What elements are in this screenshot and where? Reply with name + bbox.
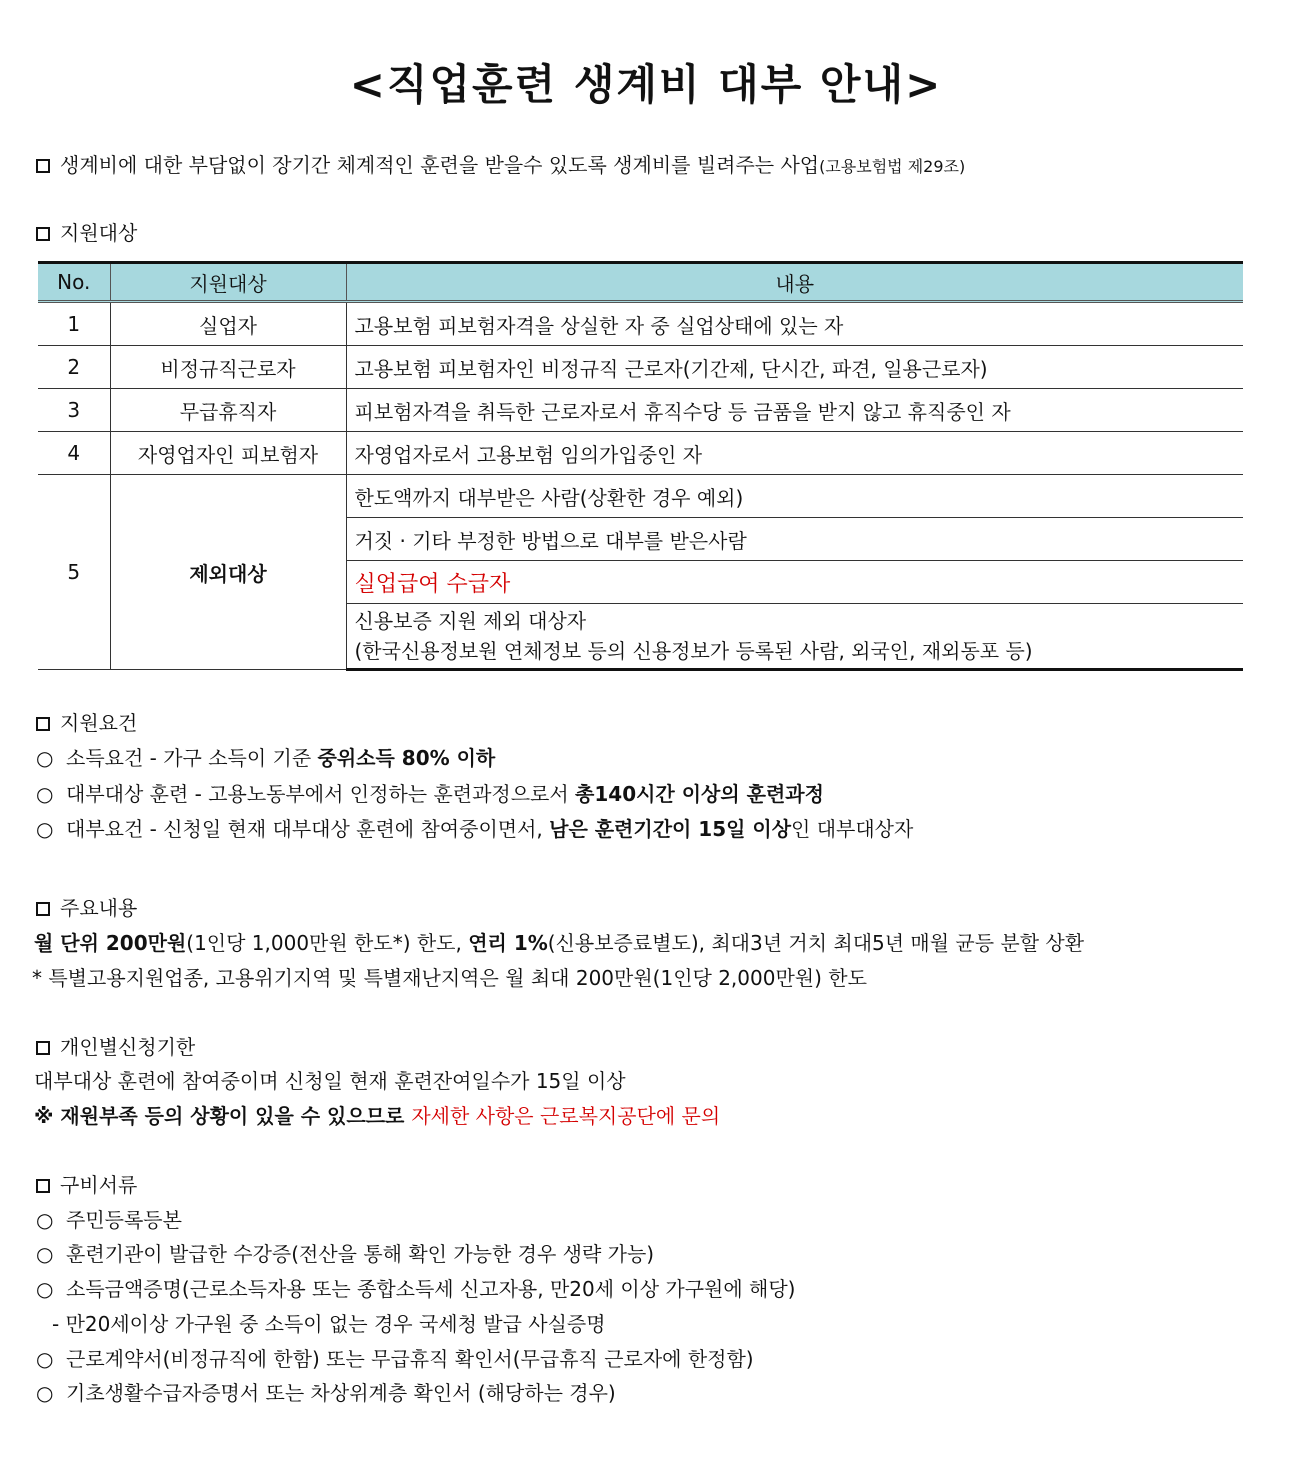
eligibility-table [38, 261, 1243, 671]
circle-bullet-icon: ○ [36, 1208, 54, 1232]
row-target: 자영업자인 피보험자 [110, 432, 346, 475]
row-target: 무급휴직자 [110, 389, 346, 432]
exclusion-item: 신용보증 지원 제외 대상자 [354, 609, 587, 633]
row-content: 고용보험 피보험자인 비정규직 근로자(기간제, 단시간, 파견, 일용근로자) [346, 346, 1243, 389]
row-content: 고용보험 피보험자격을 상실한 자 중 실업상태에 있는 자 [346, 302, 1243, 346]
document-text: 훈련기관이 발급한 수강증(전산을 통해 확인 가능한 경우 생략 가능) [66, 1242, 655, 1266]
checkbox-square-icon [36, 717, 50, 731]
exclusion-item: 거짓 · 기타 부정한 방법으로 대부를 받은사람 [346, 518, 1243, 561]
requirement-income [36, 743, 495, 773]
exclusion-item-multiline [346, 604, 1243, 670]
main-content-line1 [34, 928, 1084, 958]
row-no: 1 [38, 302, 110, 346]
requirements-heading [36, 708, 137, 738]
row-content: 자영업자로서 고용보험 임의가입중인 자 [346, 432, 1243, 475]
main-content-heading [36, 893, 137, 923]
checkbox-square-icon [36, 227, 50, 241]
documents-heading [36, 1170, 137, 1200]
document-item [36, 1274, 795, 1304]
requirement-text: 대부요건 - 신청일 현재 대부대상 훈련에 참여중이면서, [66, 817, 550, 841]
circle-bullet-icon: ○ [36, 1381, 54, 1405]
main-content-line2: * 특별고용지원업종, 고용위기지역 및 특별재난지역은 월 최대 200만원(1인당 2,000만원) 한도 [32, 966, 867, 990]
notice-bold-text: ※ 재원부족 등의 상황이 있을 수 있으므로 [34, 1104, 412, 1128]
deadline-line1: 대부대상 훈련에 참여중이며 신청일 현재 훈련잔여일수가 15일 이상 [34, 1069, 626, 1093]
row-target: 비정규직근로자 [110, 346, 346, 389]
interest-rate: 연리 1% [468, 931, 548, 955]
main-content-heading-text: 주요내용 [60, 896, 138, 920]
exclusion-item-red-text: 실업급여 수급자 [354, 571, 511, 597]
row-no: 3 [38, 389, 110, 432]
requirement-text-tail: 인 대부대상자 [791, 817, 914, 841]
header-target: 지원대상 [110, 263, 346, 302]
row-no: 4 [38, 432, 110, 475]
requirement-loan [36, 814, 913, 844]
header-content: 내용 [346, 263, 1243, 302]
intro-law: (고용보험법 제29조) [819, 157, 966, 176]
document-text: 주민등록등본 [66, 1208, 182, 1232]
row-no: 5 [38, 475, 110, 670]
circle-bullet-icon: ○ [36, 746, 54, 770]
circle-bullet-icon: ○ [36, 1242, 54, 1266]
row-no: 2 [38, 346, 110, 389]
loan-limit-text: (1인당 1,000만원 한도*) 한도, [186, 931, 469, 955]
requirements-heading-text: 지원요건 [60, 711, 138, 735]
eligibility-heading [36, 218, 137, 248]
notice-red-text: 자세한 사항은 근로복지공단에 문의 [411, 1104, 721, 1128]
document-subitem: - 만20세이상 가구원 중 소득이 없는 경우 국세청 발급 사실증명 [52, 1312, 606, 1336]
circle-bullet-icon: ○ [36, 1347, 54, 1371]
intro-text: 생계비에 대한 부담없이 장기간 체계적인 훈련을 받을수 있도록 생계비를 빌려주는 사업 [60, 153, 820, 177]
deadline-notice [34, 1101, 720, 1131]
exclusion-item-highlight [346, 561, 1243, 604]
loan-amount: 월 단위 200만원 [34, 931, 187, 955]
exclusion-item-detail: (한국신용정보원 연체정보 등의 신용정보가 등록된 사람, 외국인, 재외동포 등) [354, 639, 1033, 663]
table-row [38, 346, 1243, 389]
repayment-text: (신용보증료별도), 최대3년 거치 최대5년 매월 균등 분할 상환 [547, 931, 1085, 955]
checkbox-square-icon [36, 1179, 50, 1193]
table-row [38, 389, 1243, 432]
document-text: 기초생활수급자증명서 또는 차상위계층 확인서 (해당하는 경우) [66, 1381, 616, 1405]
intro-line [36, 150, 965, 182]
table-row [38, 432, 1243, 475]
table-row [38, 302, 1243, 346]
eligibility-heading-text: 지원대상 [60, 221, 138, 245]
requirement-text: 대부대상 훈련 - 고용노동부에서 인정하는 훈련과정으로서 [66, 782, 576, 806]
requirement-training [36, 779, 824, 809]
circle-bullet-icon: ○ [36, 1277, 54, 1301]
page-title: <직업훈련 생계비 대부 안내> [349, 60, 943, 109]
exclusion-item: 한도액까지 대부받은 사람(상환한 경우 예외) [346, 475, 1243, 518]
row-target-exclusion: 제외대상 [110, 475, 346, 670]
requirement-bold: 중위소득 80% 이하 [317, 746, 496, 770]
deadline-heading [36, 1032, 195, 1062]
checkbox-square-icon [36, 902, 50, 916]
deadline-heading-text: 개인별신청기한 [60, 1035, 196, 1059]
table-row-exclusion [38, 475, 1243, 518]
circle-bullet-icon: ○ [36, 817, 54, 841]
circle-bullet-icon: ○ [36, 782, 54, 806]
row-content: 피보험자격을 취득한 근로자로서 휴직수당 등 금품을 받지 않고 휴직중인 자 [346, 389, 1243, 432]
document-text: 소득금액증명(근로소득자용 또는 종합소득세 신고자용, 만20세 이상 가구원에 해당) [66, 1277, 796, 1301]
requirement-bold: 남은 훈련기간이 15일 이상 [549, 817, 792, 841]
row-target: 실업자 [110, 302, 346, 346]
table-header-row [38, 263, 1243, 302]
document-item [36, 1239, 654, 1269]
requirement-text: 소득요건 - 가구 소득이 기준 [66, 746, 318, 770]
header-no: No. [38, 263, 110, 302]
checkbox-square-icon [36, 159, 50, 173]
document-item [36, 1378, 616, 1408]
requirement-bold: 총140시간 이상의 훈련과정 [575, 782, 824, 806]
document-text: 근로계약서(비정규직에 한함) 또는 무급휴직 확인서(무급휴직 근로자에 한정함) [66, 1347, 754, 1371]
document-item [36, 1205, 182, 1235]
documents-heading-text: 구비서류 [60, 1173, 138, 1197]
checkbox-square-icon [36, 1041, 50, 1055]
document-item [36, 1344, 754, 1374]
